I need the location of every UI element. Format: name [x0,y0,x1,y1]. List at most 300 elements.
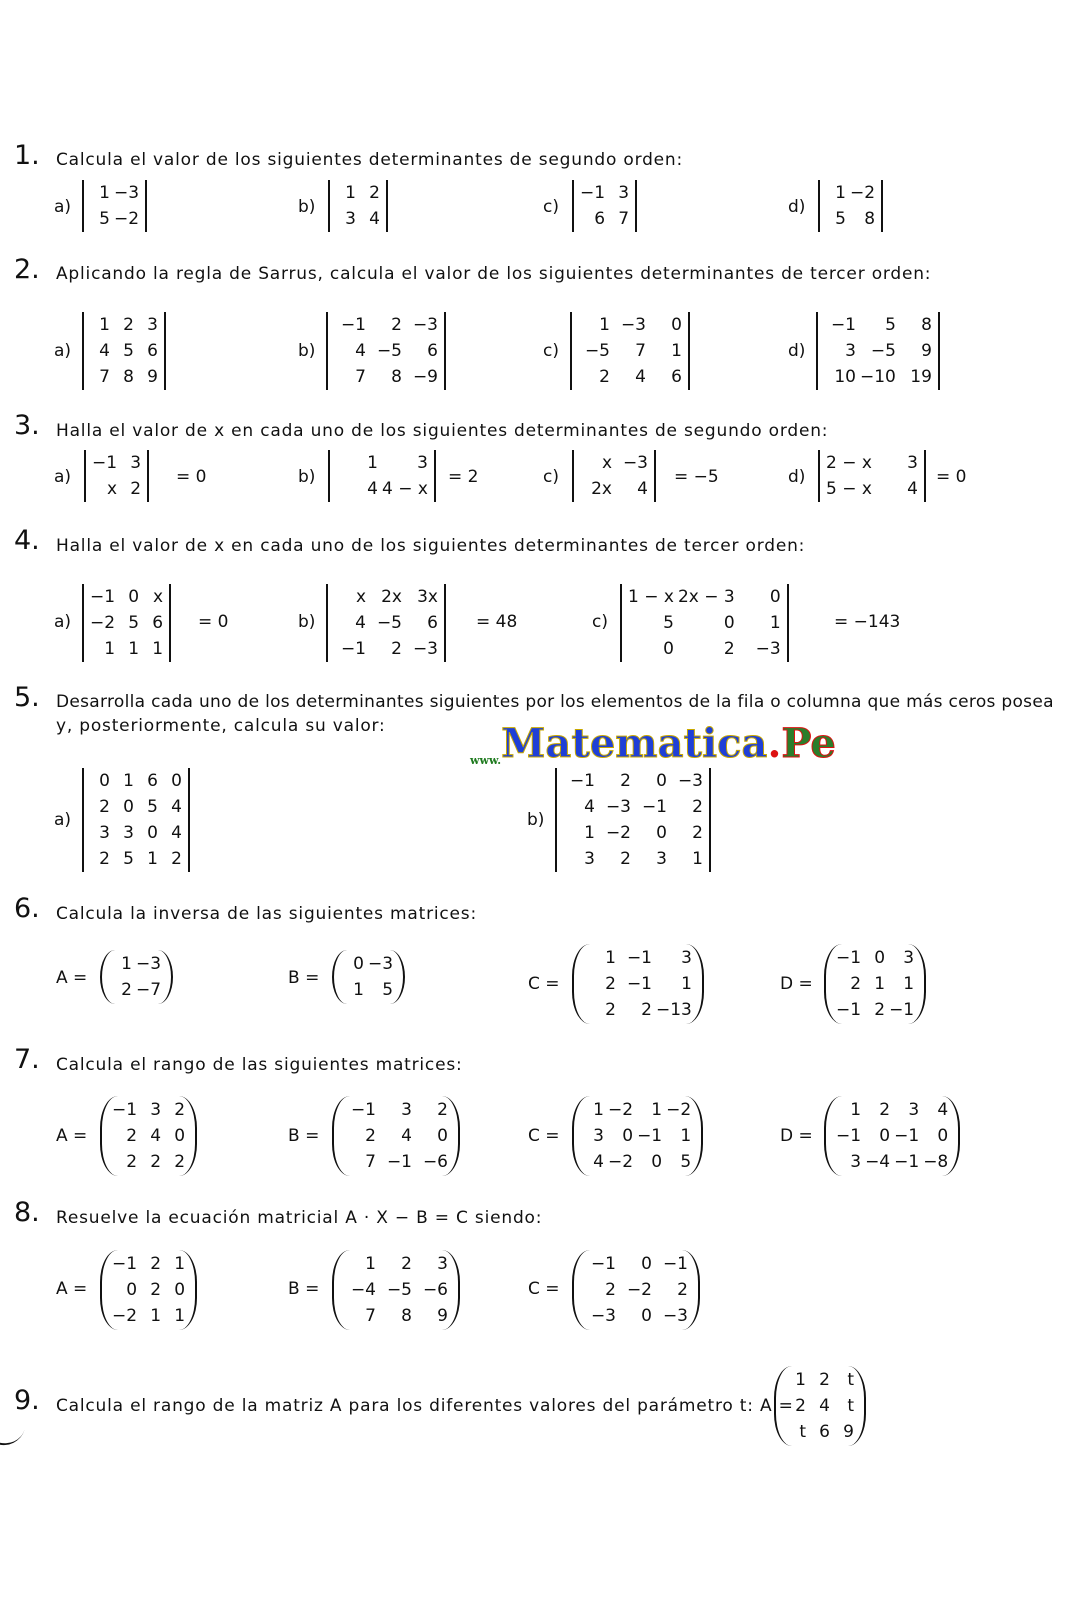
matrix-cell: 1 [795,1370,806,1390]
matrix-cell: 3 [845,341,856,361]
matrix-cell: 2 [819,1370,830,1390]
matrix-cell: −1 [340,639,366,659]
matrix-cell: 10 [834,367,856,387]
logo-dot: . [767,720,782,767]
problem-3a-rhs: = 0 [176,467,207,487]
logo-www: www. [470,754,502,767]
problem-5a-label: a) [54,810,72,830]
problem-3d-label: d) [788,467,806,487]
matrix-cell: 3 [130,453,142,473]
problem-4-text: Halla el valor de x en cada uno de los siguientes determinantes de tercer orden: [56,536,806,556]
problem-9-matrix-a [774,1366,866,1446]
problem-5b-label: b) [527,810,545,830]
matrix-cell: −2 [608,1152,634,1172]
matrix-cell: 2x − 3 [677,587,735,607]
matrix-cell: −4 [865,1152,891,1172]
problem-3-text: Halla el valor de x en cada uno de los siguientes determinantes de segundo orden: [56,421,829,441]
page-edge-mark [0,1421,25,1451]
matrix-cell: −1 [836,1000,862,1020]
matrix-cell: 1 [152,639,164,659]
matrix-cell: 5 [123,849,134,869]
problem-5-text-line2: y, posteriormente, calcula su valor: [56,716,386,736]
matrix-cell: 4 [907,479,918,499]
matrix-cell: −3 [412,315,438,335]
matrix-cell: 0 [723,613,735,633]
matrix-cell: 1 [104,639,116,659]
problem-1-text: Calcula el valor de los siguientes determinantes de segundo orden: [56,150,684,170]
problem-8-text: Resuelve la ecuación matricial A · X − B = C siendo: [56,1208,543,1228]
matrix-cell: −1 [889,1000,915,1020]
problem-2c-determinant [570,312,690,390]
matrix-cell: 2 [174,1100,186,1120]
matrix-cell: 6 [152,613,164,633]
problem-7-matrix-c-label: C = [528,1126,560,1146]
matrix-cell: −1 [112,1100,138,1120]
matrix-cell: 2 [677,1280,688,1300]
matrix-cell: 0 [353,954,364,974]
problem-5-number: 5. [14,682,40,713]
matrix-cell: 4 [99,341,110,361]
matrix-cell: 7 [618,209,630,229]
matrix-cell: −1 [662,1254,688,1274]
problem-8-matrix-a-label: A = [56,1279,88,1299]
matrix-cell: −1 [569,771,595,791]
matrix-cell: 2 [150,1254,162,1274]
matrix-cell: 2 [401,1254,412,1274]
problem-1d-determinant [818,180,883,232]
problem-8-matrix-b [332,1250,460,1330]
matrix-cell: 19 [910,367,932,387]
matrix-cell: 4 [401,1126,412,1146]
matrix-cell: −10 [860,367,896,387]
matrix-cell: 1 [680,1126,692,1146]
matrix-cell: 6 [147,341,158,361]
matrix-cell: −5 [870,341,896,361]
matrix-cell: 0 [128,587,140,607]
problem-2-number: 2. [14,254,40,285]
matrix-cell: 8 [864,209,876,229]
matrix-cell: −8 [923,1152,949,1172]
matrix-cell: −1 [350,1100,376,1120]
matrix-cell: x [601,453,612,473]
matrix-cell: 0 [147,823,158,843]
problem-5b-determinant [555,768,711,872]
matrix-cell: 5 [663,613,674,633]
matrix-cell: 1 [128,639,140,659]
matrix-cell: 0 [174,1280,186,1300]
matrix-cell: −1 [90,587,116,607]
matrix-cell: −2 [850,183,876,203]
problem-6-matrix-a [100,950,173,1004]
matrix-cell: 1 [99,183,110,203]
matrix-cell: 2 [391,639,402,659]
problem-4c-determinant [620,584,789,662]
matrix-cell: 3 [656,849,667,869]
matrix-cell: −5 [386,1280,412,1300]
problem-2c-label: c) [543,341,559,361]
matrix-cell: 6 [147,771,158,791]
matrix-cell: 1 [365,1254,376,1274]
matrix-cell: 0 [126,1280,138,1300]
problem-8-matrix-c [572,1250,700,1330]
matrix-cell: −3 [622,453,648,473]
matrix-cell: −1 [92,453,118,473]
problem-6-matrix-c [572,944,704,1024]
problem-2d-label: d) [788,341,806,361]
matrix-cell: −2 [112,1306,138,1326]
matrix-cell: 1 [99,315,110,335]
problem-8-matrix-b-label: B = [288,1279,320,1299]
matrix-cell: 5 [835,209,846,229]
matrix-cell: 1 [671,341,682,361]
matrix-cell: 6 [427,613,438,633]
matrix-cell: 1 [593,1100,604,1120]
matrix-cell: 5 [885,315,896,335]
problem-7-matrix-a [100,1096,197,1176]
matrix-cell: 3 [401,1100,412,1120]
problem-8-number: 8. [14,1197,40,1228]
matrix-cell: 0 [641,1306,652,1326]
problem-7-number: 7. [14,1044,40,1075]
matrix-cell: −5 [376,341,402,361]
matrix-cell: −2 [666,1100,692,1120]
matrix-cell: −3 [412,639,438,659]
matrix-cell: 1 [353,980,364,1000]
matrix-cell: 0 [671,315,682,335]
matrix-cell: 2 [723,639,735,659]
problem-1b-label: b) [298,197,316,217]
matrix-cell: 1 [692,849,703,869]
matrix-cell: 1 [121,954,132,974]
matrix-cell: 0 [622,1126,634,1146]
matrix-cell: 0 [174,1126,186,1146]
problem-3-number: 3. [14,410,40,441]
matrix-cell: 0 [879,1126,891,1146]
matrix-cell: 1 [874,974,886,994]
matrix-cell: 4 [593,1152,604,1172]
matrix-cell: 6 [671,367,682,387]
matrix-cell: −3 [136,954,162,974]
matrix-cell: 2 [150,1152,162,1172]
matrix-cell: x [107,479,118,499]
matrix-cell: −3 [620,315,646,335]
matrix-cell: 5 [680,1152,692,1172]
matrix-cell: 4 [635,367,646,387]
matrix-cell: −4 [350,1280,376,1300]
problem-1a-label: a) [54,197,72,217]
matrix-cell: 5 [128,613,140,633]
matrix-cell: 0 [437,1126,448,1146]
matrix-cell: 1 [174,1306,186,1326]
matrix-cell: −2 [626,1280,652,1300]
problem-9-text: Calcula el rango de la matriz A para los diferentes valores del parámetro t: A = [56,1396,794,1416]
matrix-cell: 8 [401,1306,412,1326]
matrix-cell: 4 [937,1100,949,1120]
matrix-cell: −3 [677,771,703,791]
matrix-cell: 2 [599,367,610,387]
matrix-cell: 0 [123,797,134,817]
problem-6-text: Calcula la inversa de las siguientes matrices: [56,904,477,924]
matrix-cell: 7 [635,341,646,361]
matrix-cell: 2 [692,823,703,843]
matrix-cell: −5 [584,341,610,361]
matrix-cell: 1 [150,1306,162,1326]
matrix-cell: 2 [126,1152,138,1172]
problem-1-number: 1. [14,140,40,171]
matrix-cell: 4 [369,209,380,229]
matrix-cell: 2 [391,315,402,335]
matrix-cell: 0 [937,1126,949,1146]
matrix-cell: 2x [591,479,612,499]
matrix-cell: 3 [681,948,692,968]
matrix-cell: 0 [769,587,781,607]
problem-6-matrix-b-label: B = [288,968,320,988]
problem-3d-rhs: = 0 [936,467,967,487]
matrix-cell: −1 [112,1254,138,1274]
matrix-cell: 2 [795,1396,806,1416]
matrix-cell: 5 [382,980,394,1000]
matrix-cell: −1 [836,948,862,968]
matrix-cell: 1 [850,1100,862,1120]
matrix-cell: 4 [150,1126,162,1146]
matrix-cell: 2 [121,980,132,1000]
matrix-cell: −1 [641,797,667,817]
matrix-cell: −1 [580,183,606,203]
matrix-cell: 2x [381,587,402,607]
matrix-cell: 6 [819,1422,830,1442]
matrix-cell: −2 [114,209,140,229]
matrix-cell: −5 [376,613,402,633]
matrix-cell: 3 [618,183,630,203]
problem-3b-rhs: = 2 [448,467,479,487]
problem-6-matrix-a-label: A = [56,968,88,988]
matrix-cell: 0 [171,771,182,791]
matrix-cell: 1 [605,948,616,968]
matrix-cell: 1 [345,183,356,203]
problem-1c-determinant [572,180,637,232]
problem-3d-determinant [818,450,926,502]
matrix-cell: −3 [368,954,394,974]
matrix-cell: 1 [651,1100,663,1120]
matrix-cell: 2 [126,1126,138,1146]
matrix-cell: 5 [123,341,134,361]
problem-1c-label: c) [543,197,559,217]
problem-4a-label: a) [54,612,72,632]
matrix-cell: −2 [90,613,116,633]
matrix-cell: 2 [692,797,703,817]
problem-4b-label: b) [298,612,316,632]
matrix-cell: 1 [147,849,158,869]
matrix-cell: 3 [907,453,918,473]
problem-7-matrix-d-label: D = [780,1126,813,1146]
matrix-cell: 4 [355,613,366,633]
matrix-cell: 1 − x [628,587,674,607]
matrix-cell: 3 [99,823,110,843]
matrix-cell: 8 [123,367,134,387]
matrix-cell: 1 [367,453,378,473]
matrix-cell: −1 [894,1152,920,1172]
problem-4b-rhs: = 48 [476,612,518,632]
matrix-cell: 1 [835,183,846,203]
matrix-cell: 9 [921,341,932,361]
matrix-cell: 4 [819,1396,830,1416]
problem-6-matrix-b [332,950,405,1004]
matrix-cell: 3 [123,823,134,843]
matrix-cell: 8 [921,315,932,335]
problem-3b-label: b) [298,467,316,487]
problem-1a-determinant [82,180,147,232]
matrix-cell: 3 [903,948,915,968]
matrix-cell: 0 [641,1254,652,1274]
problem-3a-label: a) [54,467,72,487]
matrix-cell: 2 [369,183,380,203]
matrix-cell: 2 [99,797,110,817]
problem-5-text: Desarrolla cada uno de los determinantes siguientes por los elementos de la fila o columna que más ceros posea [56,692,1054,712]
matrix-cell: 1 [174,1254,186,1274]
matrix-cell: 2 [850,974,862,994]
matrix-cell: 7 [365,1306,376,1326]
matrix-cell: x [153,587,164,607]
matrix-cell: −2 [605,823,631,843]
problem-9-number: 9. [14,1385,40,1416]
matrix-cell: −2 [608,1100,634,1120]
matrix-cell: 2 [365,1126,376,1146]
matrix-cell: −3 [590,1306,616,1326]
matrix-cell: −1 [626,948,652,968]
matrix-cell: 7 [355,367,366,387]
problem-2a-determinant [82,312,166,390]
matrix-cell: 2 − x [826,453,872,473]
matrix-cell: 3 [417,453,428,473]
matrix-cell: 2 [879,1100,891,1120]
matrix-cell: 4 [171,797,182,817]
matrix-cell: 3 [593,1126,604,1146]
problem-5a-determinant [82,768,190,872]
matrix-cell: 7 [365,1152,376,1172]
problem-4b-determinant [326,584,446,662]
problem-3c-label: c) [543,467,559,487]
matrix-cell: 1 [584,823,595,843]
matrix-cell: 0 [99,771,110,791]
matrix-cell: 3 [345,209,356,229]
matrix-cell: 3 [850,1152,862,1172]
matrix-cell: −1 [590,1254,616,1274]
matrix-cell: −1 [836,1126,862,1146]
matrix-cell: 0 [663,639,674,659]
problem-2a-label: a) [54,341,72,361]
problem-1d-label: d) [788,197,806,217]
matrix-cell: t [847,1370,854,1390]
problem-4c-label: c) [592,612,608,632]
matrix-cell: −1 [830,315,856,335]
problem-4c-rhs: = −143 [834,612,901,632]
matrix-cell: 2 [874,1000,886,1020]
problem-6-matrix-d-label: D = [780,974,813,994]
matrix-cell: 2 [150,1280,162,1300]
matrix-cell: 5 [99,209,110,229]
matrix-cell: 2 [99,849,110,869]
matrix-cell: 4 [637,479,648,499]
matrix-cell: 2 [620,771,631,791]
matrix-cell: −6 [422,1280,448,1300]
problem-6-matrix-d [824,944,926,1024]
matrix-cell: −1 [626,974,652,994]
matrix-cell: 5 − x [826,479,872,499]
problem-3b-determinant [328,450,436,502]
matrix-cell: 9 [437,1306,448,1326]
matrix-cell: 2 [605,1280,616,1300]
matrix-cell: 2 [605,1000,616,1020]
problem-8-matrix-c-label: C = [528,1279,560,1299]
matrix-cell: 4 [367,479,378,499]
matrix-cell: 7 [99,367,110,387]
matrix-cell: −1 [340,315,366,335]
matrix-cell: t [847,1396,854,1416]
matrix-cell: −3 [114,183,140,203]
problem-4-number: 4. [14,525,40,556]
matrix-cell: 1 [599,315,610,335]
matrix-cell: −1 [894,1126,920,1146]
matrix-cell: 2 [620,849,631,869]
problem-2d-determinant [816,312,940,390]
matrix-cell: 4 − x [382,479,428,499]
matrix-cell: 2 [171,849,182,869]
problem-4a-rhs: = 0 [198,612,229,632]
matrix-cell: 3 [584,849,595,869]
matrix-cell: 3 [150,1100,162,1120]
matrix-cell: 6 [594,209,606,229]
problem-1b-determinant [328,180,388,232]
matrix-cell: 9 [147,367,158,387]
matrix-cell: −1 [386,1152,412,1172]
matrix-cell: 1 [769,613,781,633]
problem-7-matrix-a-label: A = [56,1126,88,1146]
matrix-cell: 0 [656,771,667,791]
matematica-pe-logo [470,720,836,767]
problem-7-matrix-b [332,1096,460,1176]
matrix-cell: −3 [605,797,631,817]
matrix-cell: t [799,1422,806,1442]
problem-2b-determinant [326,312,446,390]
matrix-cell: 9 [843,1422,854,1442]
matrix-cell: x [355,587,366,607]
logo-main: Matematica [501,720,768,767]
problem-8-matrix-a [100,1250,197,1330]
matrix-cell: 4 [584,797,595,817]
problem-2-text: Aplicando la regla de Sarrus, calcula el valor de los siguientes determinantes de tercer orden: [56,264,932,284]
matrix-cell: 3 [147,315,158,335]
matrix-cell: −7 [136,980,162,1000]
matrix-cell: −13 [656,1000,692,1020]
matrix-cell: 2 [130,479,142,499]
matrix-cell: −6 [422,1152,448,1172]
problem-2b-label: b) [298,341,316,361]
matrix-cell: −3 [662,1306,688,1326]
matrix-cell: −9 [412,367,438,387]
matrix-cell: 5 [147,797,158,817]
matrix-cell: 3x [417,587,438,607]
problem-4a-determinant [82,584,171,662]
matrix-cell: 3 [908,1100,920,1120]
matrix-cell: 0 [651,1152,663,1172]
matrix-cell: 4 [355,341,366,361]
problem-3c-rhs: = −5 [674,467,719,487]
matrix-cell: −3 [755,639,781,659]
matrix-cell: 6 [427,341,438,361]
matrix-cell: 2 [605,974,616,994]
matrix-cell: 2 [174,1152,186,1172]
problem-7-matrix-c [572,1096,703,1176]
